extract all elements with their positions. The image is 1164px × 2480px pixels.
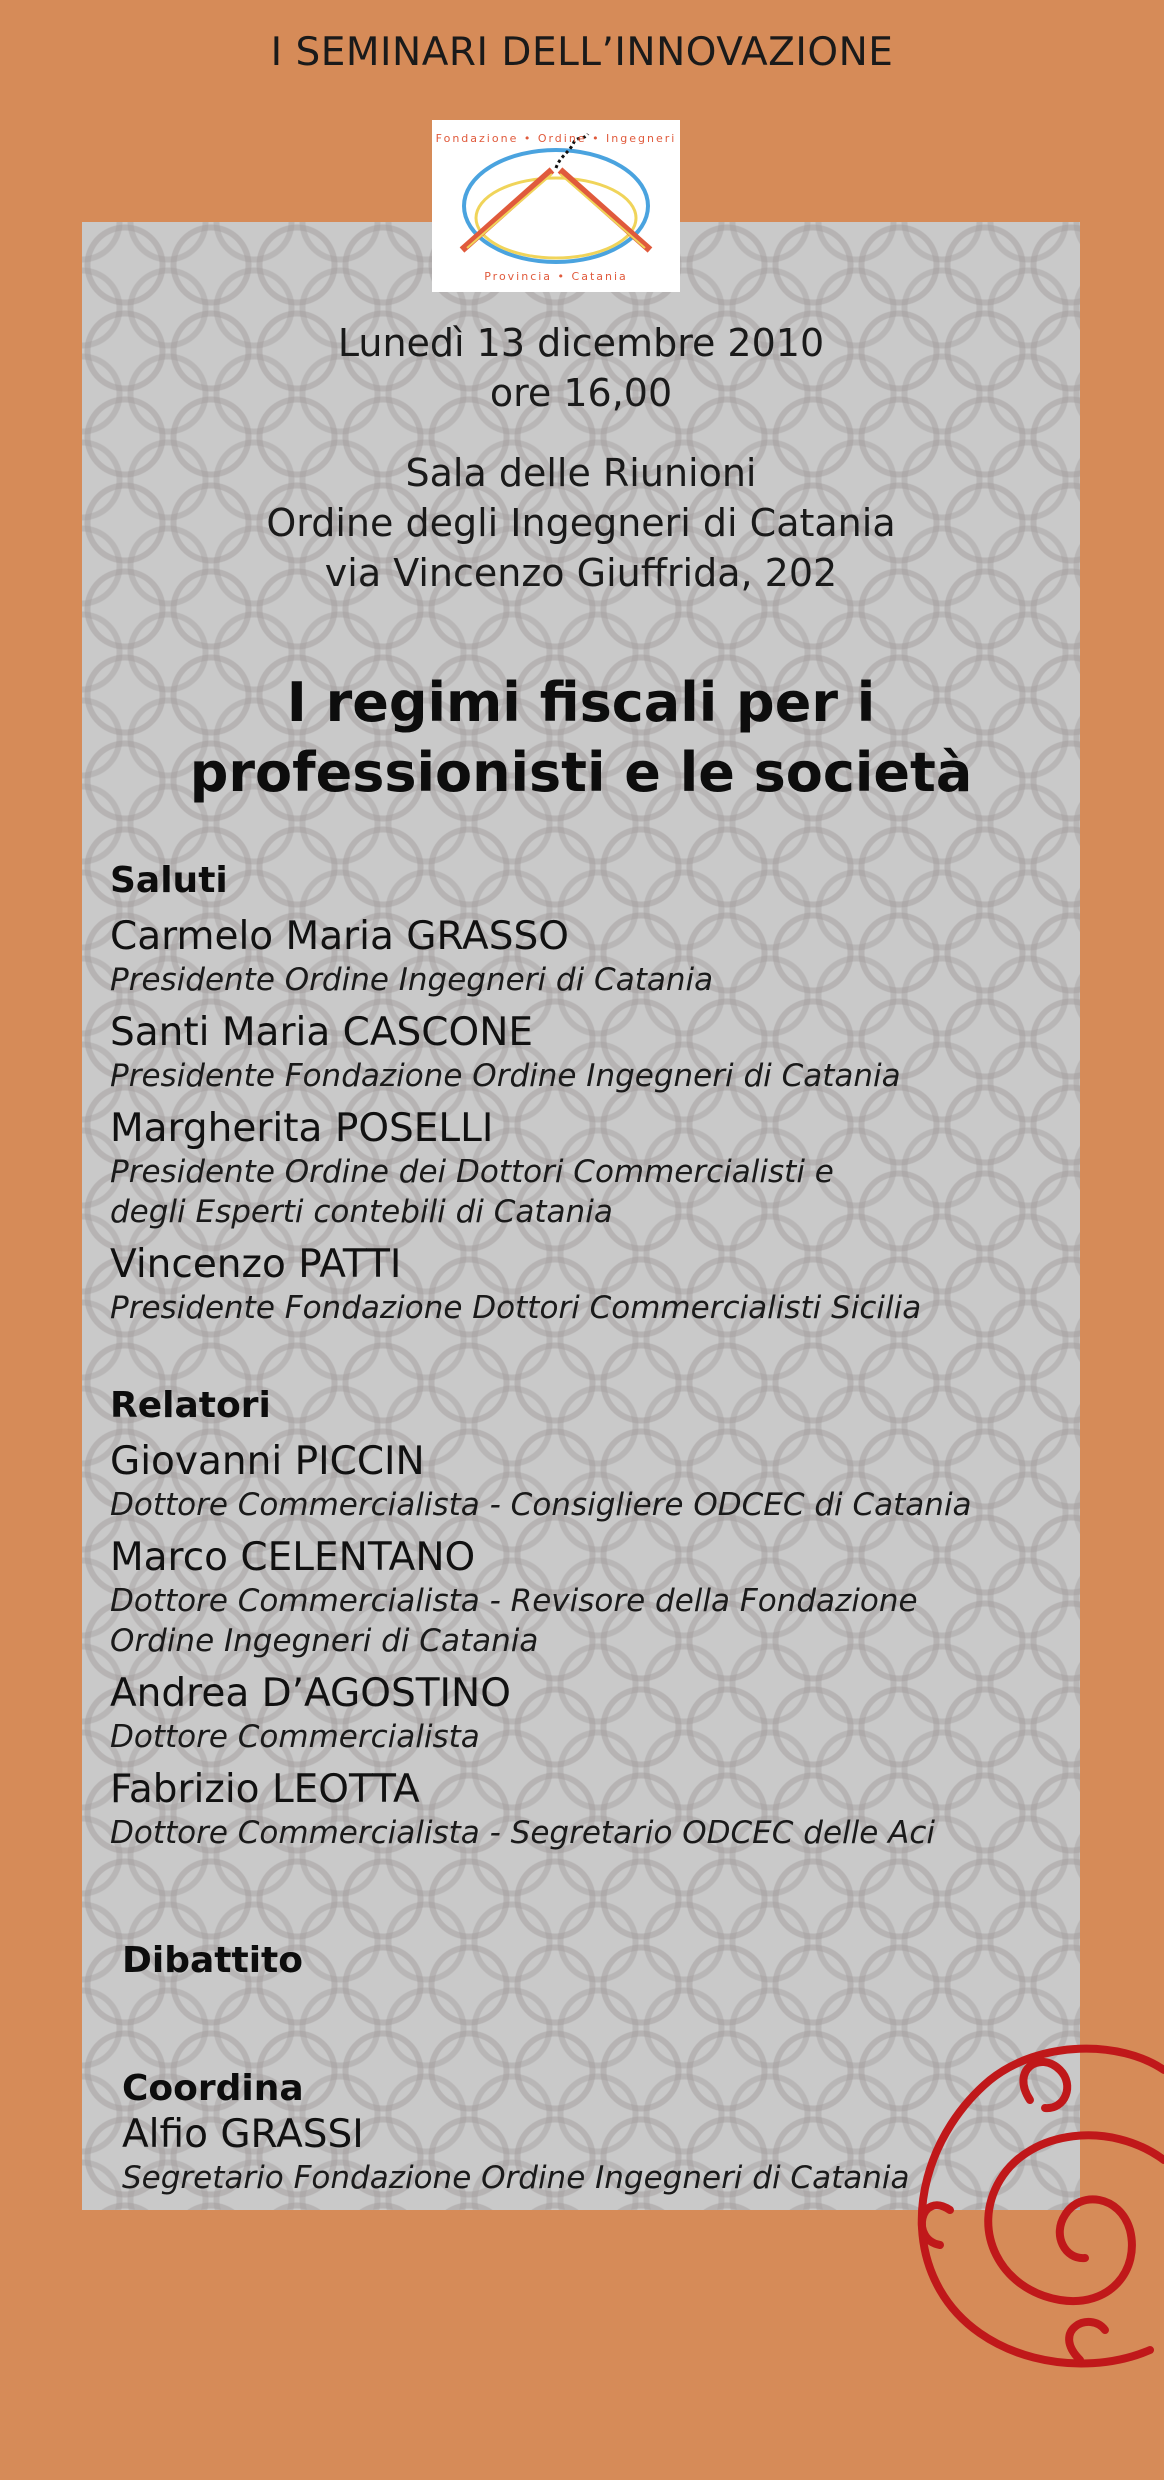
dibattito-section: [122, 1938, 1082, 1984]
relatori-person: [110, 1767, 1070, 1853]
headline-line-2: professionisti e le società: [189, 741, 973, 804]
person-name: Vincenzo PATTI: [110, 1242, 402, 1287]
series-title: I SEMINARI DELL’INNOVAZIONE: [270, 30, 894, 75]
person-name: Giovanni PICCIN: [110, 1439, 425, 1484]
headline-line-1: I regimi fiscali per i: [286, 671, 876, 734]
saluti-person: [110, 1106, 1070, 1232]
event-time: ore 16,00: [489, 371, 673, 415]
foundation-logo: [432, 120, 680, 292]
person-name: Marco CELENTANO: [110, 1535, 476, 1580]
logo-bottom-text: Provincia • Catania: [484, 270, 628, 283]
foundation-logo-mark: [432, 120, 680, 292]
person-role: Presidente Ordine dei Dottori Commercialisti e: [110, 1154, 834, 1190]
person-role: Presidente Fondazione Dottori Commercialisti Sicilia: [110, 1290, 922, 1326]
saluti-person: [110, 914, 1070, 1000]
saluti-person: [110, 1242, 1070, 1328]
event-datetime: [82, 318, 1080, 418]
person-name: Santi Maria CASCONE: [110, 1010, 534, 1055]
logo-top-text: Fondazione • Ordine • Ingegneri: [435, 132, 677, 145]
seminar-headline: [82, 668, 1080, 808]
person-role-cont: degli Esperti contebili di Catania: [110, 1194, 613, 1230]
decorative-swirl-icon: [880, 2030, 1164, 2380]
person-name: Andrea D’AGOSTINO: [110, 1671, 511, 1716]
dibattito-label: Dibattito: [122, 1940, 303, 1981]
saluti-label: Saluti: [110, 860, 228, 901]
person-name: Carmelo Maria GRASSO: [110, 914, 569, 959]
saluti-section: [110, 858, 1070, 1328]
saluti-person: [110, 1010, 1070, 1096]
relatori-label: Relatori: [110, 1385, 271, 1426]
person-name: Margherita POSELLI: [110, 1106, 494, 1151]
venue-org: Ordine degli Ingegneri di Catania: [266, 501, 896, 545]
coordinator-name: Alfio GRASSI: [122, 2112, 364, 2157]
event-venue: [82, 448, 1080, 598]
person-role: Presidente Fondazione Ordine Ingegneri di Catania: [110, 1058, 901, 1094]
person-role-cont: Ordine Ingegneri di Catania: [110, 1623, 539, 1659]
relatori-section: [110, 1383, 1070, 1853]
person-role: Dottore Commercialista - Revisore della Fondazione: [110, 1583, 918, 1619]
person-name: Fabrizio LEOTTA: [110, 1767, 420, 1812]
venue-address: via Vincenzo Giuffrida, 202: [324, 551, 838, 595]
relatori-person: [110, 1671, 1070, 1757]
event-date: Lunedì 13 dicembre 2010: [337, 321, 825, 365]
coordina-label: Coordina: [122, 2068, 304, 2109]
person-role: Presidente Ordine Ingegneri di Catania: [110, 962, 714, 998]
relatori-person: [110, 1535, 1070, 1661]
coordinator-role: Segretario Fondazione Ordine Ingegneri di Catania: [122, 2160, 910, 2196]
person-role: Dottore Commercialista: [110, 1719, 480, 1755]
person-role: Dottore Commercialista - Consigliere ODCEC di Catania: [110, 1487, 972, 1523]
venue-room: Sala delle Riunioni: [405, 451, 757, 495]
person-role: Dottore Commercialista - Segretario ODCEC delle Aci: [110, 1815, 936, 1851]
relatori-person: [110, 1439, 1070, 1525]
